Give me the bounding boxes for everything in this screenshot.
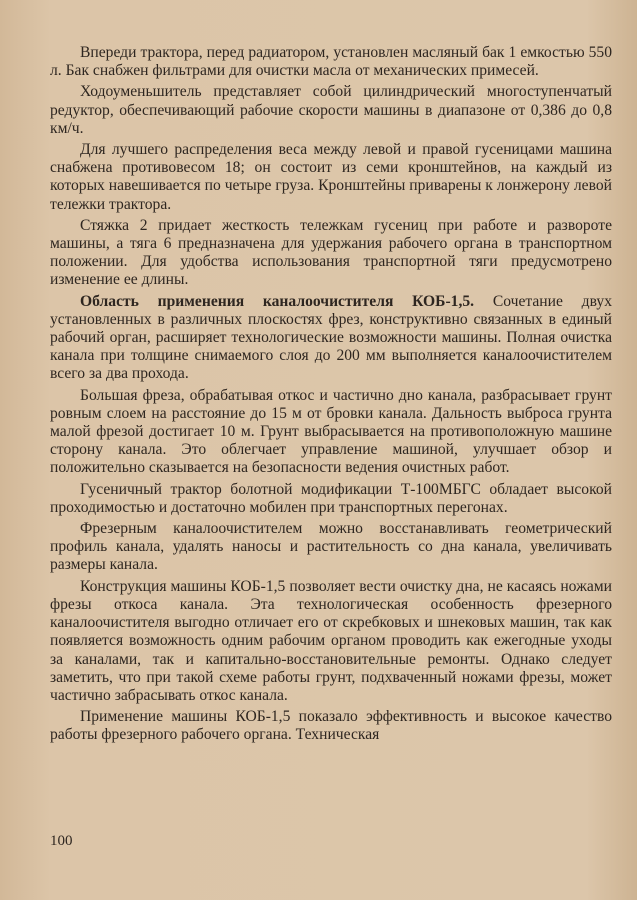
paragraph: Большая фреза, обрабатывая откос и частично дно канала, разбрасывает грунт ровным слоем на расстояние до 15 м от бровки канала. Дальность выброса грунта малой фрезой достигает 10 м. Грунт выбрасывается на противоположную машине сторону канала. Это облегчает управление машиной, улучшает обзор и положительно сказывается на безопасности ведения очистных работ. [50, 386, 612, 477]
body-text [50, 44, 612, 748]
paragraph: Конструкция машины КОБ-1,5 позволяет вести очистку дна, не касаясь ножами фрезы откоса канала. Эта технологическая особенность фрезерного каналоочистителя выгодно отличает его от скребковых и шнековых машин, так как появляется возможность одним рабочим органом проводить как ежегодные уходы за каналами, так и капитально-восстановительные ремонты. Однако следует заметить, что при такой схеме работы грунт, подхваченный ножами фрезы, может частично забрасывать откос канала. [50, 577, 612, 704]
paragraph: Стяжка 2 придает жесткость тележкам гусениц при работе и развороте машины, а тяга 6 предназначена для удержания рабочего органа в транспортном положении. Для удобства использования транспортной тяги предусмотрено изменение ее длины. [50, 216, 612, 289]
paragraph: Впереди трактора, перед радиатором, установлен масляный бак 1 емкостью 550 л. Бак снабжен фильтрами для очистки масла от механических примесей. [50, 44, 612, 80]
paragraph: Для лучшего распределения веса между левой и правой гусеницами машина снабжена противовесом 18; он состоит из семи кронштейнов, на каждый из которых навешивается по четыре груза. Кронштейны приварены к лонжерону левой тележки трактора. [50, 141, 612, 213]
page-number: 100 [50, 833, 73, 849]
paragraph: Область применения каналоочистителя КОБ-1,5. Сочетание двух установленных в различных плоскостях фрез, конструктивно связанных в единый рабочий орган, расширяет технологические возможности машины. Полная очистка канала при толщине снимаемого слоя до 200 мм выполняется каналоочистителем всего за два прохода. [50, 292, 613, 383]
paragraph: Ходоуменьшитель представляет собой цилиндрический многоступенчатый редуктор, обеспечивающий рабочие скорости машины в диапазоне от 0,386 до 0,8 км/ч. [50, 83, 612, 137]
paragraph: Гусеничный трактор болотной модификации Т-100МБГС обладает высокой проходимостью и достаточно мобилен при транспортных перегонах. [50, 480, 612, 516]
section-heading: Область применения каналоочистителя КОБ-1,5. [80, 292, 475, 310]
paragraph: Фрезерным каналоочистителем можно восстанавливать геометрический профиль канала, удалять наносы и растительность со дна канала, увеличивать размеры канала. [50, 520, 612, 574]
paragraph: Применение машины КОБ-1,5 показало эффективность и высокое качество работы фрезерного рабочего органа. Техническая [50, 708, 612, 744]
